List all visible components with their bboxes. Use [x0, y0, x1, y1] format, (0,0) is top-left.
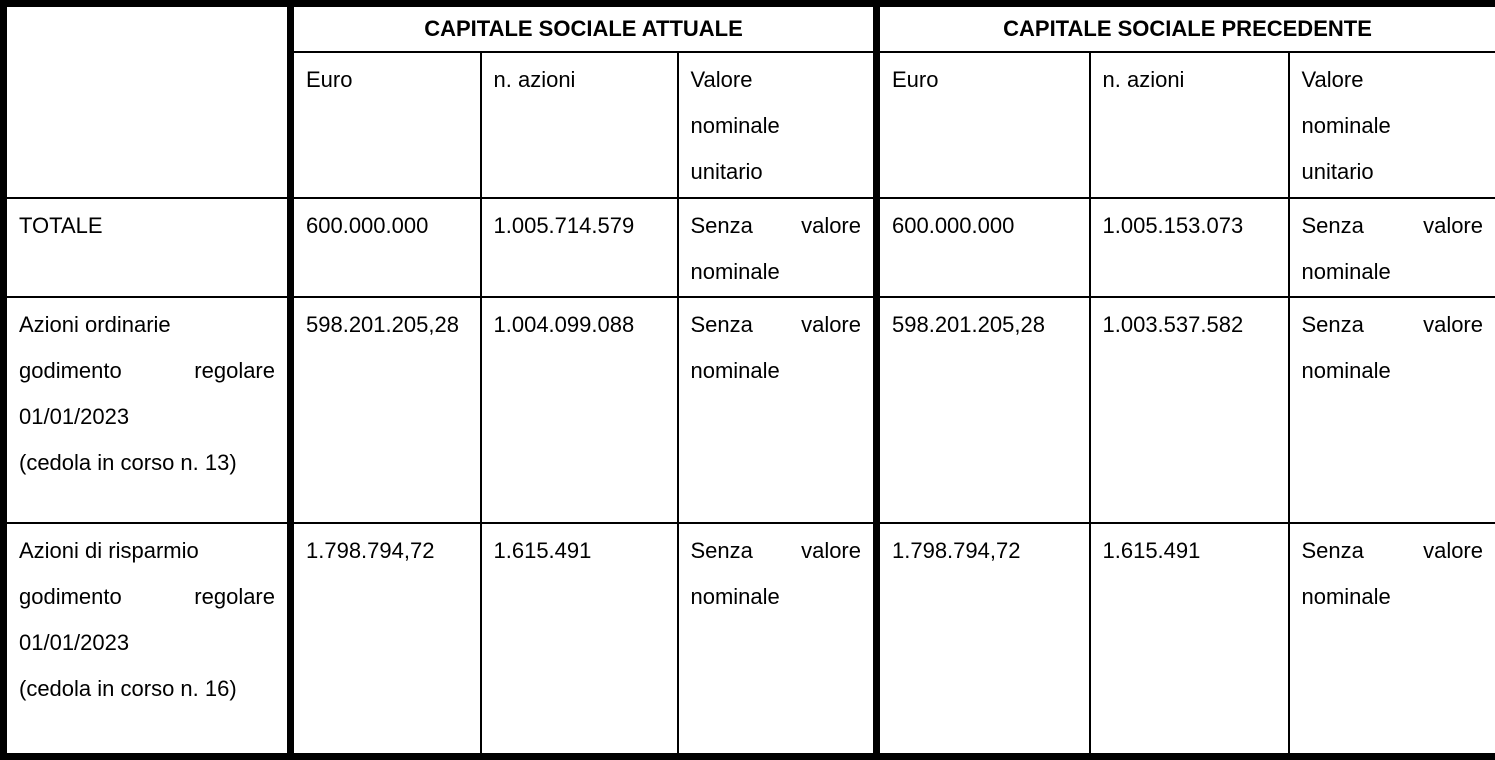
cell-totale-attuale-valore: [678, 198, 877, 297]
word: valore: [801, 537, 861, 563]
cell-totale-precedente-azioni: [1090, 198, 1289, 297]
word: regolare: [194, 357, 275, 383]
table-row-azioni-ordinarie: [4, 297, 1495, 523]
cell-value: 1.005.714.579: [493, 212, 635, 238]
cell-value: 1.798.794,72: [892, 537, 1021, 563]
row-label-line: [19, 574, 275, 620]
row-label-line: Azioni di risparmio: [19, 537, 199, 563]
cell-value-line: [1302, 203, 1484, 249]
row-label-line: 01/01/2023: [19, 403, 130, 429]
cell-value-line: nominale: [690, 583, 780, 609]
word: regolare: [194, 583, 275, 609]
valore-header-line: unitario: [1301, 159, 1374, 184]
col-header-azioni-precedente: n. azioni: [1090, 52, 1289, 198]
word: Senza: [1301, 537, 1364, 563]
cell-value: 600.000.000: [306, 212, 429, 238]
cell-ordinarie-precedente-valore: [1289, 297, 1495, 523]
row-label-line: 01/01/2023: [19, 629, 130, 655]
cell-totale-precedente-euro: [877, 198, 1090, 297]
row-label-line: (cedola in corso n. 13): [19, 449, 237, 475]
cell-ordinarie-attuale-euro: [291, 297, 481, 523]
row-label-line: [19, 348, 275, 394]
cell-ordinarie-precedente-euro: [877, 297, 1090, 523]
cell-totale-attuale-azioni: [481, 198, 678, 297]
cell-value: 600.000.000: [892, 212, 1015, 238]
cell-value-line: [691, 528, 862, 574]
cell-value-line: nominale: [690, 357, 780, 383]
word: godimento: [19, 583, 122, 609]
row-label-line: Azioni ordinarie: [19, 311, 171, 337]
word: Senza: [1301, 311, 1364, 337]
cell-value: 1.003.537.582: [1102, 311, 1244, 337]
word: Senza: [690, 311, 753, 337]
cell-risparmio-precedente-valore: [1289, 523, 1495, 757]
cell-value: 1.005.153.073: [1102, 212, 1244, 238]
cell-value-line: nominale: [690, 258, 780, 284]
group-header-precedente: CAPITALE SOCIALE PRECEDENTE: [877, 4, 1495, 53]
col-header-azioni-attuale: n. azioni: [481, 52, 678, 198]
word: valore: [801, 311, 861, 337]
corner-cell: [4, 4, 291, 198]
cell-value-line: [691, 302, 862, 348]
word: Senza: [690, 212, 753, 238]
cell-value-line: nominale: [1301, 258, 1391, 284]
cell-value-line: [1302, 528, 1484, 574]
row-label-azioni-ordinarie: [4, 297, 291, 523]
word: godimento: [19, 357, 122, 383]
cell-ordinarie-attuale-valore: [678, 297, 877, 523]
row-label-line: TOTALE: [19, 212, 103, 238]
valore-header-line: Valore: [690, 67, 753, 92]
group-header-attuale: CAPITALE SOCIALE ATTUALE: [291, 4, 877, 53]
cell-risparmio-attuale-euro: [291, 523, 481, 757]
valore-header-line: unitario: [690, 159, 763, 184]
table-row-azioni-risparmio: [4, 523, 1495, 757]
cell-value: 598.201.205,28: [306, 311, 459, 337]
table-row-totale: [4, 198, 1495, 297]
cell-totale-precedente-valore: [1289, 198, 1495, 297]
cell-ordinarie-attuale-azioni: [481, 297, 678, 523]
cell-value: 1.615.491: [1102, 537, 1201, 563]
cell-value: 598.201.205,28: [892, 311, 1045, 337]
word: Senza: [1301, 212, 1364, 238]
cell-risparmio-attuale-valore: [678, 523, 877, 757]
col-header-valore-attuale: [678, 52, 877, 198]
group-header-row: [4, 4, 1495, 53]
row-label-azioni-risparmio: [4, 523, 291, 757]
valore-header-line: nominale: [690, 113, 780, 138]
cell-value: 1.004.099.088: [493, 311, 635, 337]
cell-ordinarie-precedente-azioni: [1090, 297, 1289, 523]
valore-header-line: nominale: [1301, 113, 1391, 138]
col-header-valore-precedente: [1289, 52, 1495, 198]
cell-value-line: [691, 203, 862, 249]
cell-value-line: [1302, 302, 1484, 348]
word: valore: [1423, 537, 1483, 563]
word: valore: [1423, 212, 1483, 238]
word: valore: [801, 212, 861, 238]
col-header-euro-precedente: Euro: [877, 52, 1090, 198]
cell-value-line: nominale: [1301, 357, 1391, 383]
row-label-line: (cedola in corso n. 16): [19, 675, 237, 701]
cell-risparmio-precedente-euro: [877, 523, 1090, 757]
cell-value: 1.615.491: [493, 537, 592, 563]
col-header-euro-attuale: Euro: [291, 52, 481, 198]
word: Senza: [690, 537, 753, 563]
cell-value-line: nominale: [1301, 583, 1391, 609]
cell-risparmio-precedente-azioni: [1090, 523, 1289, 757]
cell-risparmio-attuale-azioni: [481, 523, 678, 757]
row-label-totale: [4, 198, 291, 297]
cell-value: 1.798.794,72: [306, 537, 435, 563]
cell-totale-attuale-euro: [291, 198, 481, 297]
word: valore: [1423, 311, 1483, 337]
valore-header-line: Valore: [1301, 67, 1364, 92]
